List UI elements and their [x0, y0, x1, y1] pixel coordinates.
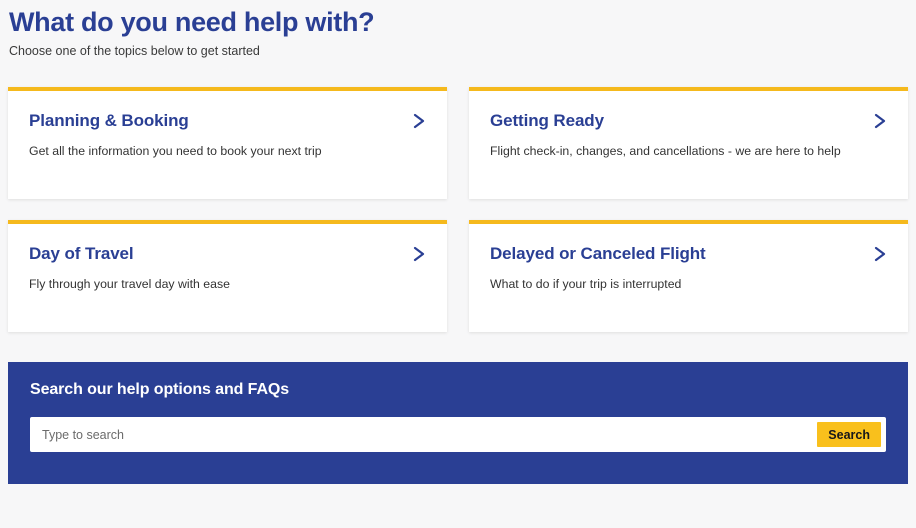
card-description: What to do if your trip is interrupted — [490, 277, 682, 291]
chevron-right-icon[interactable] — [411, 245, 427, 263]
topic-card-getting-ready[interactable] — [469, 87, 908, 199]
card-title: Delayed or Canceled Flight — [490, 244, 706, 263]
card-description: Get all the information you need to book your next trip — [29, 144, 322, 158]
card-header — [490, 244, 888, 264]
chevron-right-icon[interactable] — [411, 112, 427, 130]
topic-card-delayed-or-canceled-flight[interactable] — [469, 220, 908, 332]
search-panel-title: Search our help options and FAQs — [30, 381, 290, 398]
card-title: Getting Ready — [490, 111, 604, 130]
card-header — [29, 111, 427, 131]
card-header — [490, 111, 888, 131]
card-title: Planning & Booking — [29, 111, 189, 130]
chevron-right-icon[interactable] — [872, 112, 888, 130]
chevron-right-icon[interactable] — [872, 245, 888, 263]
card-description: Fly through your travel day with ease — [29, 277, 230, 291]
topic-card-day-of-travel[interactable] — [8, 220, 447, 332]
card-title: Day of Travel — [29, 244, 134, 263]
help-search-panel — [8, 362, 908, 484]
topic-card-grid — [8, 87, 908, 332]
topic-card-planning-booking[interactable] — [8, 87, 447, 199]
page-title: What do you need help with? — [9, 7, 375, 37]
search-button[interactable]: Search — [817, 422, 881, 447]
page-subtitle: Choose one of the topics below to get started — [9, 44, 260, 58]
card-description: Flight check-in, changes, and cancellations - we are here to help — [490, 144, 841, 158]
card-header — [29, 244, 427, 264]
search-row — [30, 417, 886, 452]
search-input[interactable] — [30, 418, 817, 451]
